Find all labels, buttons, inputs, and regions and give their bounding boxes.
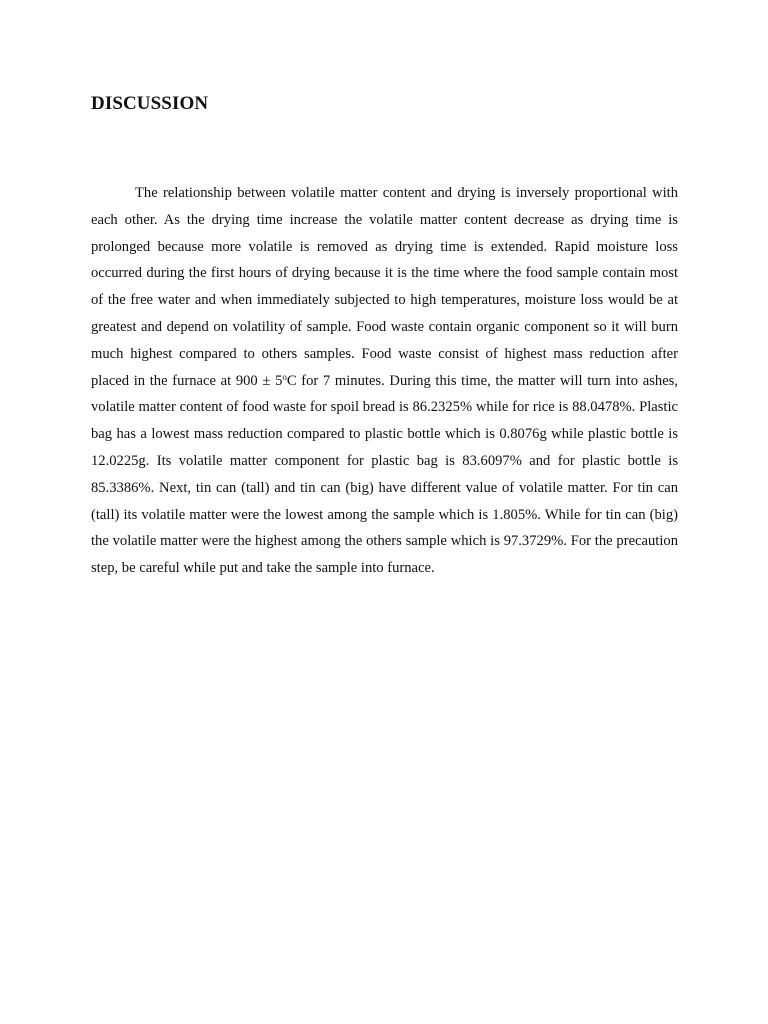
section-heading: DISCUSSION (91, 93, 209, 114)
degree-superscript: o (282, 371, 287, 382)
discussion-paragraph (91, 180, 678, 582)
paragraph-text-part-2: C for 7 minutes. During this time, the matter will turn into ashes, volatile matter content of food waste for spoil bread is 86.2325% while for rice is 88.0478%. Plastic bag has a lowest mass reduction compared to plastic bottle which is 0.8076g while plastic bottle is 12.0225g. Its volatile matter component for plastic bag is 83.6097% and for plastic bottle is 85.3386%. Next, tin can (tall) and tin can (big) have different value of volatile matter. For tin can (tall) its volatile matter were the lowest among the sample which is 1.805%. While for tin can (big) the volatile matter were the highest among the others sample which is 97.3729%. For the precaution step, be careful while put and take the sample into furnace. (91, 372, 679, 577)
paragraph-text-part-1: The relationship between volatile matter content and drying is inversely proportional with each other. As the drying time increase the volatile matter content decrease as drying time is prolonged because more volatile is removed as drying time is extended. Rapid moisture loss occurred during the first hours of drying because it is the time where the food sample contain most of the free water and when immediately subjected to high temperatures, moisture loss would be at greatest and depend on volatility of sample. Food waste contain organic component so it will burn much highest compared to others samples. Food waste consist of highest mass reduction after placed in the furnace at 900 ± 5 (91, 185, 678, 389)
